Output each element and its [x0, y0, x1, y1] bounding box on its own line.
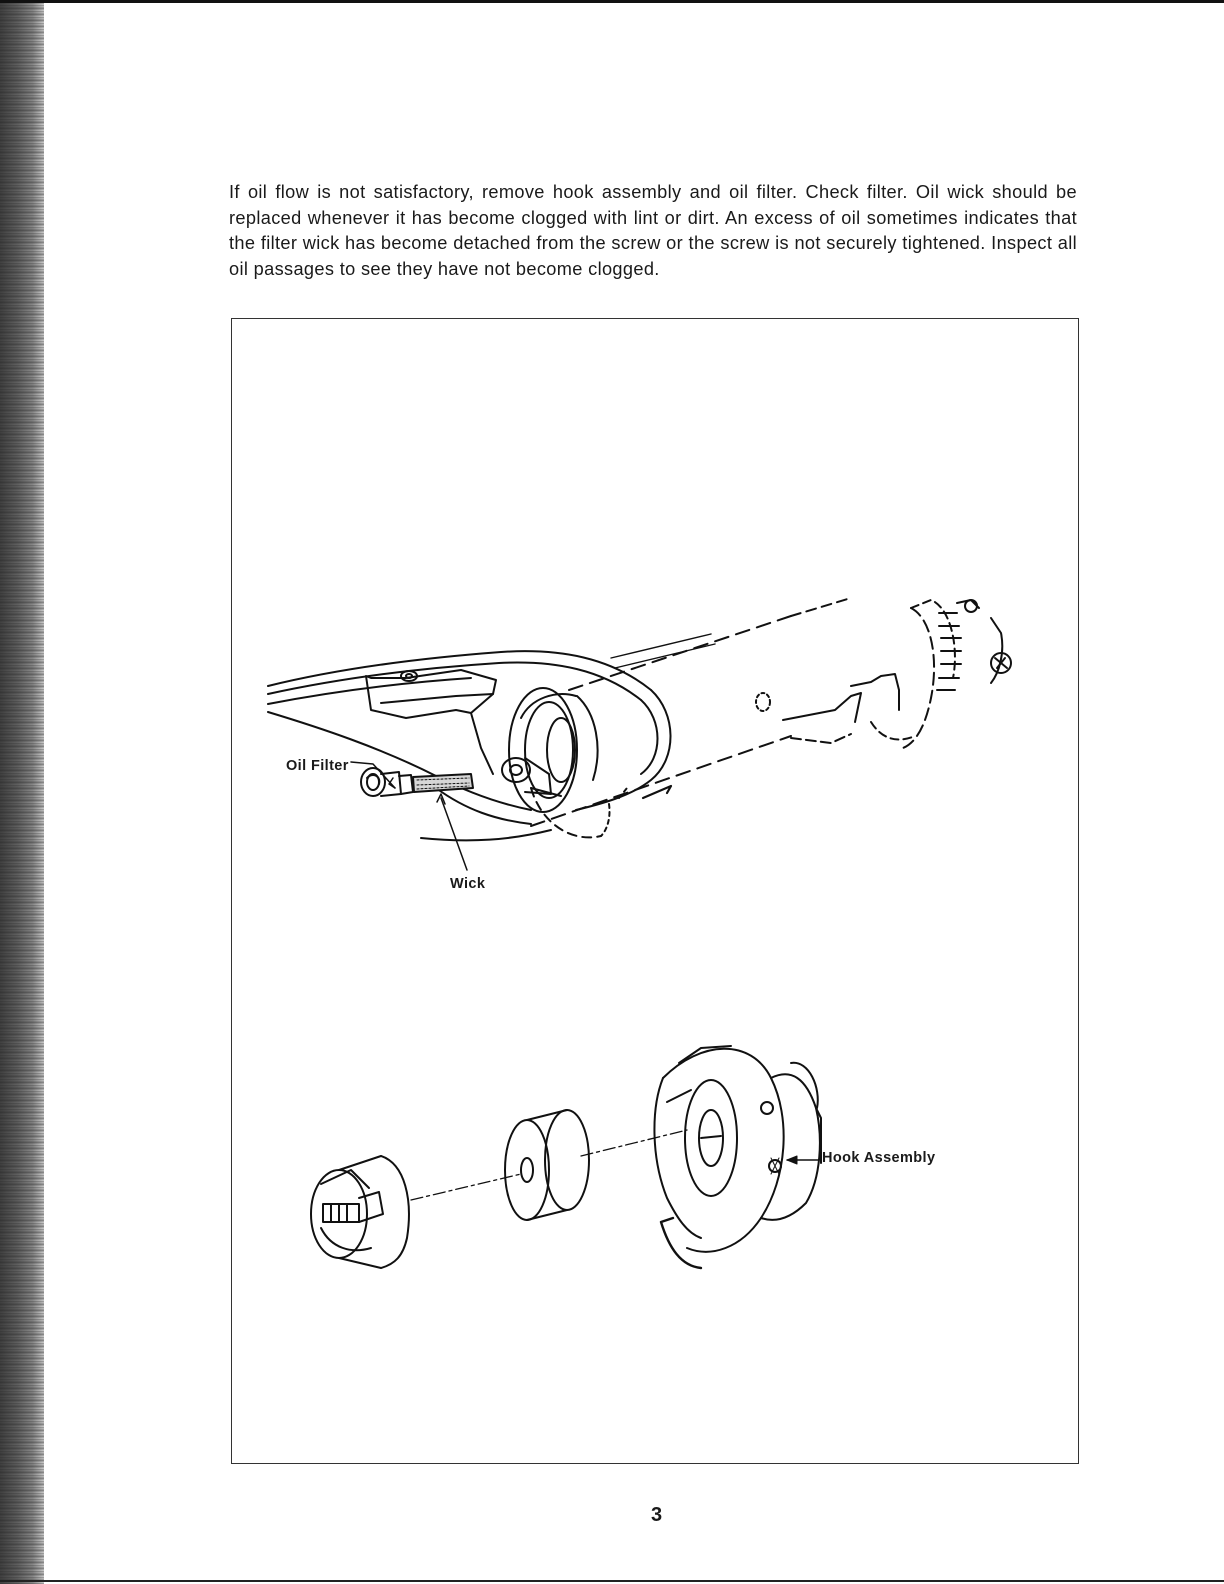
- bottom-scan-rule: [0, 1580, 1224, 1582]
- scan-edge-shadow: [0, 0, 44, 1584]
- wick-part: [413, 774, 473, 792]
- hook-exploded-illustration: [311, 1046, 821, 1268]
- machine-diagram: [231, 318, 1077, 1462]
- top-scan-rule: [0, 0, 1224, 3]
- page-number: 3: [651, 1504, 663, 1526]
- bobbin-case-part: [311, 1156, 409, 1268]
- wick-label: Wick: [450, 876, 486, 892]
- hook-assembly-label: Hook Assembly: [822, 1150, 936, 1166]
- oil-filter-part: [361, 768, 413, 796]
- instructions-paragraph: If oil flow is not satisfactory, remove hook assembly and oil filter. Check filter. Oil wick should be replaced whenever it has become clogged with lint or dirt. An excess of oil sometimes indicates that the filter wick has become detached from the screw or the screw is not securely tightened. Inspect all oil passages to see they have not become clogged.: [229, 182, 1077, 279]
- bobbin-part: [505, 1110, 589, 1220]
- oil-filter-label: Oil Filter: [286, 758, 349, 774]
- machine-bed-illustration: [268, 598, 1011, 870]
